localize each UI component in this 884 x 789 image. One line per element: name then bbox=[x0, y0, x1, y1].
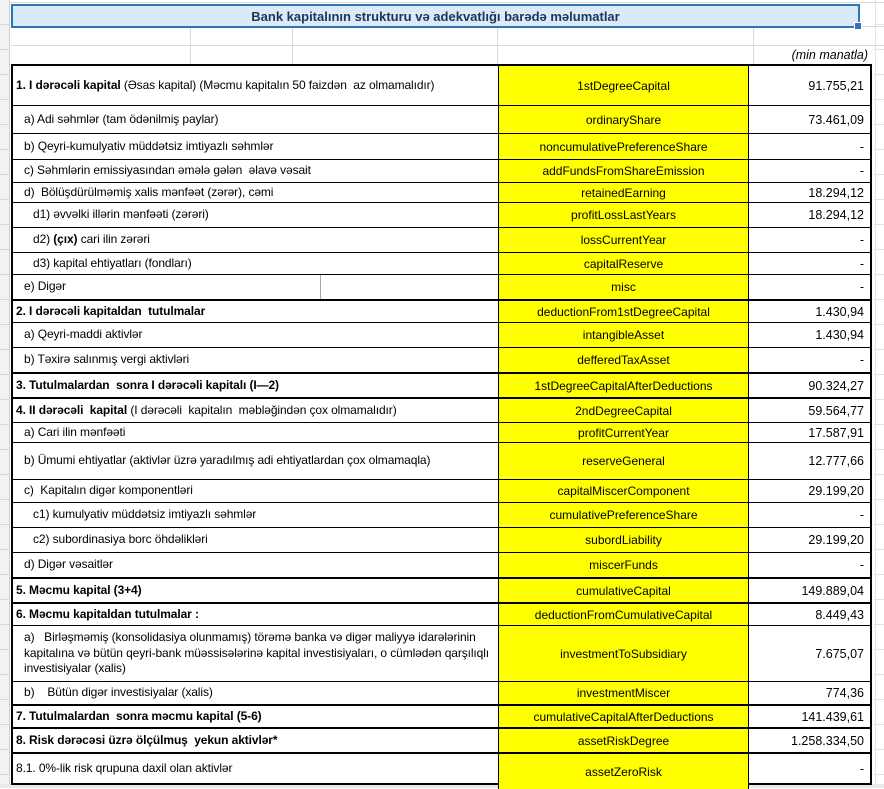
table-row bbox=[13, 397, 870, 422]
row-label-text: d2) bbox=[33, 232, 54, 247]
field-name-cell[interactable]: capitalMiscerComponent bbox=[498, 480, 749, 502]
row-label-bold-text: 2. I dərəcəli kapitaldan tutulmalar bbox=[16, 303, 206, 318]
row-label-text: c2) subordinasiya borc öhdəlikləri bbox=[33, 532, 208, 547]
field-name-cell[interactable]: reserveGeneral bbox=[498, 443, 749, 479]
row-label-text: 8.1. 0%-lik risk qrupuna daxil olan aktivlər bbox=[16, 760, 233, 775]
row-label-text: (Əsas kapital) (Məcmu kapitalın 50 faizdən az olmamalıdır) bbox=[120, 77, 435, 92]
table-row bbox=[13, 681, 870, 704]
row-label-cell[interactable] bbox=[13, 604, 498, 625]
row-label-cell[interactable] bbox=[13, 682, 498, 704]
table-row bbox=[13, 202, 870, 227]
value-cell[interactable]: - bbox=[859, 164, 864, 178]
row-label-text: d3) kapital ehtiyatları (fondları) bbox=[33, 255, 192, 270]
value-cell[interactable]: - bbox=[859, 256, 864, 271]
table-row bbox=[13, 727, 870, 752]
row-label-cell[interactable] bbox=[13, 374, 498, 397]
row-label-bold-text: 6. Məcmu kapitaldan tutulmalar : bbox=[16, 606, 199, 621]
row-label-text: b) Ümumi ehtiyatlar (aktivlər üzrə yaradılmış adi ehtiyatlardan çox olmamaqla) bbox=[24, 453, 431, 468]
field-name-cell[interactable]: capitalReserve bbox=[498, 253, 749, 274]
row-label-bold-text: 3. Tutulmalardan sonra I dərəcəli kapitalı (I—2) bbox=[16, 377, 279, 392]
table-row bbox=[13, 552, 870, 577]
value-cell[interactable]: - bbox=[859, 139, 864, 154]
value-cell[interactable]: 29.199,20 bbox=[808, 484, 864, 498]
row-header-gutter bbox=[0, 0, 10, 788]
row-label-text: d) Bölüşdürülməmiş xalis mənfəət (zərər), cəmi bbox=[24, 184, 274, 199]
value-cell[interactable]: 90.324,27 bbox=[808, 378, 864, 393]
row-label-cell[interactable] bbox=[13, 160, 498, 182]
table-row bbox=[13, 752, 870, 785]
field-name-cell[interactable]: ordinaryShare bbox=[498, 106, 749, 133]
field-name-cell[interactable]: assetZeroRisk bbox=[498, 754, 749, 789]
selection-fill-handle[interactable] bbox=[854, 22, 862, 30]
field-name-cell[interactable]: deductionFrom1stDegreeCapital bbox=[498, 301, 749, 322]
field-name-cell[interactable]: misc bbox=[498, 275, 749, 299]
table-row bbox=[13, 159, 870, 182]
field-name-cell[interactable]: 2ndDegreeCapital bbox=[498, 399, 749, 422]
row-label-bold-text: 5. Məcmu kapital (3+4) bbox=[16, 582, 142, 597]
value-cell[interactable]: - bbox=[749, 754, 870, 785]
table-row bbox=[13, 274, 870, 299]
row-label-bold-text: 1. I dərəcəli kapital bbox=[16, 77, 121, 92]
row-label-cell[interactable] bbox=[13, 626, 498, 681]
value-cell[interactable]: - bbox=[859, 353, 864, 367]
value-cell[interactable]: 149.889,04 bbox=[801, 583, 864, 598]
value-cell[interactable]: 18.294,12 bbox=[808, 208, 864, 222]
row-label-cell[interactable] bbox=[13, 553, 498, 577]
value-cell[interactable]: - bbox=[859, 233, 864, 247]
row-label-bold-text: 7. Tutulmalardan sonra məcmu kapital (5-6) bbox=[16, 708, 262, 723]
column-gridline bbox=[875, 0, 876, 788]
row-label-cell[interactable] bbox=[13, 275, 498, 299]
row-label-text: b) Qeyri-kumulyativ müddətsiz imtiyazlı səhmlər bbox=[24, 138, 274, 153]
value-cell[interactable]: 7.675,07 bbox=[815, 646, 864, 661]
row-label-text: d1) əvvəlki illərin mənfəəti (zərəri) bbox=[33, 207, 209, 222]
row-label-cell[interactable] bbox=[13, 503, 498, 527]
table-row bbox=[13, 227, 870, 252]
table-row bbox=[13, 347, 870, 372]
field-name-cell[interactable]: deductionFromCumulativeCapital bbox=[498, 604, 749, 625]
value-cell[interactable]: - bbox=[859, 508, 864, 522]
value-cell[interactable]: 59.564,77 bbox=[808, 403, 864, 418]
row-label-cell[interactable] bbox=[13, 134, 498, 159]
field-name-cell[interactable]: investmentToSubsidiary bbox=[498, 626, 749, 681]
value-cell[interactable]: 774,36 bbox=[825, 686, 864, 700]
cell-gridline bbox=[320, 275, 321, 299]
row-label-text: a) Qeyri-maddi aktivlər bbox=[24, 327, 143, 342]
row-label-cell[interactable] bbox=[13, 480, 498, 502]
row-label-cell[interactable] bbox=[13, 203, 498, 227]
row-label-cell[interactable] bbox=[13, 348, 498, 372]
row-label-cell[interactable] bbox=[13, 706, 498, 727]
table-row bbox=[13, 105, 870, 133]
row-label-cell[interactable] bbox=[13, 106, 498, 133]
table-row bbox=[13, 602, 870, 625]
value-cell[interactable]: - bbox=[859, 280, 864, 294]
row-label-text: e) Digər bbox=[24, 279, 66, 294]
value-cell[interactable]: 73.461,09 bbox=[808, 112, 864, 127]
sheet-title-cell[interactable] bbox=[11, 4, 860, 28]
field-name-cell[interactable]: defferedTaxAsset bbox=[498, 348, 749, 372]
column-gridline bbox=[497, 27, 498, 64]
row-label-text: b) Təxirə salınmış vergi aktivləri bbox=[24, 352, 190, 367]
row-label-bold-text: 8. Risk dərəcəsi üzrə ölçülmuş yekun aktivlər* bbox=[16, 732, 278, 747]
row-label-text: a) Cari ilin mənfəəti bbox=[24, 424, 126, 439]
row-label-text: a) Birləşməmiş (konsolidasiya olunmamış) törəmə banka və digər maliyyə idarələrinin kapitalına və bütün qeyri-bank müəssisələrinə kapital investisiyaları, o cümlədən qarşılıqlı investisiyalar (xalis) bbox=[24, 630, 493, 676]
row-gridline bbox=[0, 2, 884, 3]
column-gridline bbox=[190, 27, 191, 64]
row-label-cell[interactable] bbox=[13, 301, 498, 322]
value-cell[interactable]: 29.199,20 bbox=[808, 533, 864, 547]
column-gridline bbox=[292, 27, 293, 64]
row-label-text: b) Bütün digər investisiyalar (xalis) bbox=[24, 685, 213, 700]
table-row bbox=[13, 322, 870, 347]
table-row bbox=[13, 182, 870, 202]
field-name-cell[interactable]: 1stDegreeCapitalAfterDeductions bbox=[498, 374, 749, 397]
field-name-cell[interactable]: retainedEarning bbox=[498, 183, 749, 202]
value-cell[interactable]: 12.777,66 bbox=[808, 454, 864, 468]
page-title: Bank kapitalının strukturu və adekvatlığı barədə məlumatlar bbox=[251, 8, 620, 24]
table-row bbox=[13, 479, 870, 502]
field-name-cell[interactable]: assetRiskDegree bbox=[498, 729, 749, 752]
row-label-text: c) Səhmlərin emissiyasından əmələ gələn əlavə vəsait bbox=[24, 163, 311, 178]
field-name-cell[interactable]: noncumulativePreferenceShare bbox=[498, 134, 749, 159]
table-row bbox=[13, 422, 870, 442]
field-name-cell[interactable]: miscerFunds bbox=[498, 553, 749, 577]
table-row bbox=[13, 527, 870, 552]
table-row bbox=[13, 372, 870, 397]
field-name-cell[interactable]: subordLiability bbox=[498, 528, 749, 552]
row-label-cell[interactable] bbox=[13, 443, 498, 479]
field-name-cell[interactable]: cumulativeCapital bbox=[498, 579, 749, 602]
field-name-cell[interactable]: investmentMiscer bbox=[498, 682, 749, 704]
row-label-bold-text: (çıx) bbox=[53, 232, 78, 247]
field-name-cell[interactable]: cumulativeCapitalAfterDeductions bbox=[498, 706, 749, 727]
capital-structure-table bbox=[11, 64, 872, 785]
table-row bbox=[13, 66, 870, 105]
row-label-text: d) Digər vəsaitlər bbox=[24, 557, 113, 572]
row-label-cell[interactable] bbox=[13, 399, 498, 422]
row-label-cell[interactable] bbox=[13, 228, 498, 252]
value-cell[interactable]: 8.449,43 bbox=[815, 607, 864, 622]
value-cell[interactable]: 141.439,61 bbox=[801, 709, 864, 724]
row-label-cell[interactable] bbox=[13, 754, 498, 785]
row-label-text: a) Adi səhmlər (tam ödənilmiş paylar) bbox=[24, 111, 219, 126]
field-name-cell[interactable]: 1stDegreeCapital bbox=[498, 66, 749, 105]
field-name-cell[interactable]: profitLossLastYears bbox=[498, 203, 749, 227]
value-cell[interactable]: - bbox=[859, 558, 864, 572]
row-label-bold-text: 4. II dərəcəli kapital bbox=[16, 402, 128, 417]
row-label-cell[interactable] bbox=[13, 579, 498, 602]
table-row bbox=[13, 299, 870, 322]
table-row bbox=[13, 625, 870, 681]
table-row bbox=[13, 577, 870, 602]
field-name-cell[interactable]: cumulativePreferenceShare bbox=[498, 503, 749, 527]
field-name-cell[interactable]: profitCurrentYear bbox=[498, 423, 749, 442]
table-row bbox=[13, 252, 870, 274]
table-row bbox=[13, 704, 870, 727]
table-row bbox=[13, 133, 870, 159]
row-label-cell[interactable] bbox=[13, 729, 498, 752]
row-label-cell[interactable] bbox=[13, 66, 498, 105]
value-cell[interactable]: 1.430,94 bbox=[815, 304, 864, 319]
table-row bbox=[13, 502, 870, 527]
value-cell[interactable]: 91.755,21 bbox=[808, 78, 864, 93]
row-label-cell[interactable] bbox=[13, 253, 498, 274]
field-name-cell[interactable]: intangibleAsset bbox=[498, 323, 749, 347]
row-label-cell[interactable] bbox=[13, 323, 498, 347]
value-cell[interactable]: 1.430,94 bbox=[815, 328, 864, 342]
row-label-cell[interactable] bbox=[13, 528, 498, 552]
value-cell[interactable]: 18.294,12 bbox=[808, 185, 864, 200]
field-name-cell[interactable]: addFundsFromShareEmission bbox=[498, 160, 749, 182]
row-label-text: cari ilin zərəri bbox=[77, 232, 150, 247]
unit-note: (min manatla) bbox=[791, 47, 868, 62]
row-label-text: c) Kapitalın digər komponentləri bbox=[24, 483, 193, 498]
value-cell[interactable]: 17.587,91 bbox=[808, 425, 864, 440]
field-name-cell[interactable]: lossCurrentYear bbox=[498, 228, 749, 252]
row-label-text: (I dərəcəli kapitalın məbləğindən çox olmamalıdır) bbox=[127, 402, 397, 417]
row-label-text: c1) kumulyativ müddətsiz imtiyazlı səhmlər bbox=[33, 507, 257, 522]
table-row bbox=[13, 442, 870, 479]
row-label-cell[interactable] bbox=[13, 183, 498, 202]
value-cell[interactable]: 1.258.334,50 bbox=[791, 733, 864, 748]
row-label-cell[interactable] bbox=[13, 423, 498, 442]
